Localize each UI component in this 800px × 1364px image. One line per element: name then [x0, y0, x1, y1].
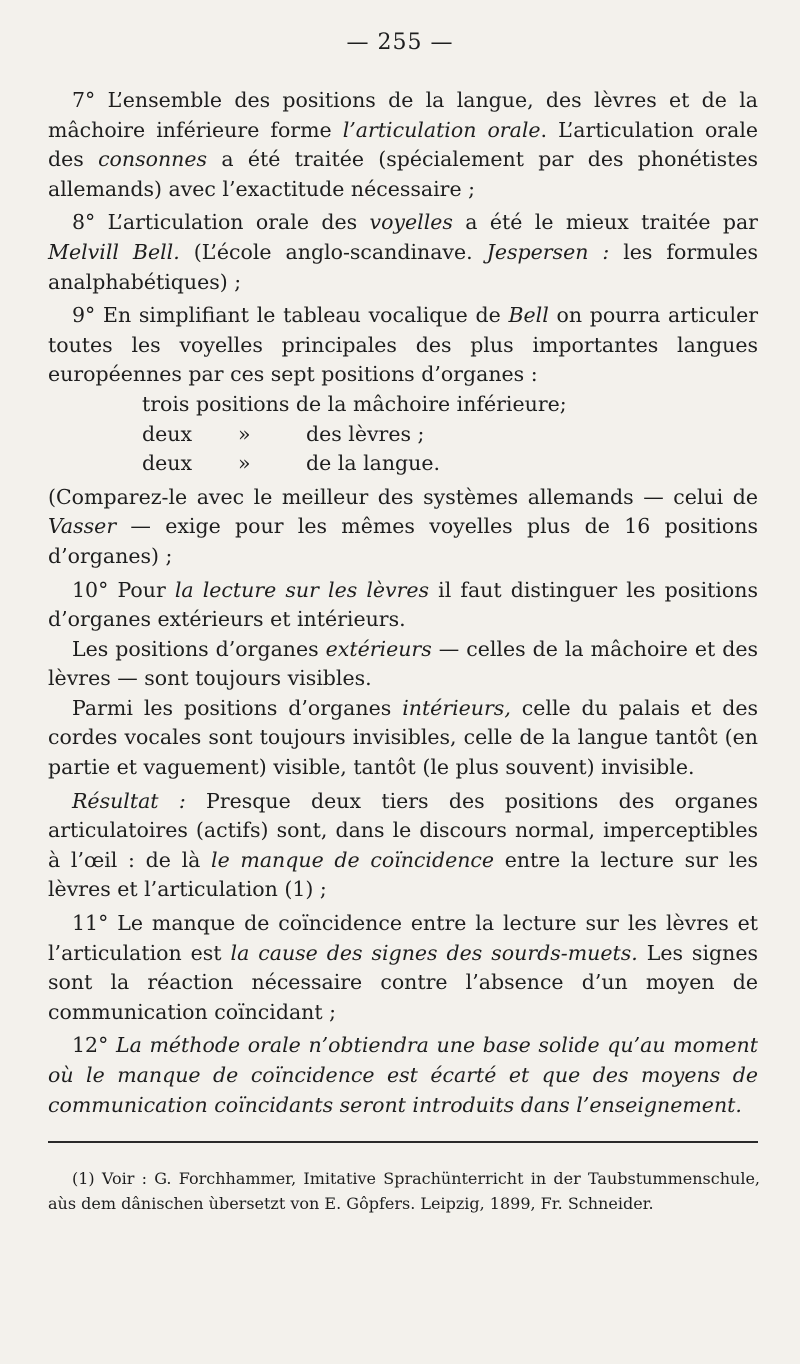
- footnote-divider: [48, 1141, 758, 1143]
- paragraph-10-exterior: Les positions d’organes extérieurs — celles de la mâchoire et des lèvres — sont toujours visibles.: [48, 636, 758, 691]
- organ-positions-list: [142, 390, 758, 479]
- paragraph-7: 7° L’ensemble des positions de la langue, des lèvres et de la mâchoire inférieure forme l’articulation orale. L’articulation orale des consonnes a été traitée (spécialement par des phonétistes allemands) avec l’exactitude nécessaire ;: [48, 88, 759, 201]
- paragraph-10: 10° Pour la lecture sur les lèvres il faut distinguer les positions d’organes extérieurs et intérieurs.: [48, 577, 758, 632]
- page-body: [48, 86, 758, 1120]
- paragraph-comparison: (Comparez-le avec le meilleur des systèmes allemands — celui de Vasser — exige pour les mêmes voyelles plus de 16 positions d’organes) ;: [48, 484, 758, 568]
- paragraph-10-interior: Parmi les positions d’organes intérieurs, celle du palais et des cordes vocales sont toujours invisibles, celle de la langue tantôt (en partie et vaguement) visible, tantôt (le plus souvent) invisible.: [48, 695, 758, 780]
- paragraph-9: 9° En simplifiant le tableau vocalique de Bell on pourra articuler toutes les voyelles principales des plus importantes langues européennes par ces sept positions d’organes :: [48, 303, 759, 387]
- paragraph-8: 8° L’articulation orale des voyelles a été le mieux traitée par Melvill Bell. (L’école anglo-scandinave. Jespersen : les formules analphabétiques) ;: [48, 210, 758, 294]
- list-item: deux » de la langue.: [142, 451, 441, 476]
- footnote: (1) Voir : G. Forchhammer, Imitative Sprachünterricht in der Taubstummenschule, aùs dem dânischen ùbersetzt von E. Gôpfers. Leipzig, 1899, Fr. Schneider.: [48, 1169, 760, 1213]
- paragraph-result: Résultat : Presque deux tiers des positions des organes articulatoires (actifs) sont, dans le discours normal, imperceptibles à l’œil : de là le manque de coïncidence entre la lecture sur les lèvres et l’articulation (1) ;: [48, 788, 759, 902]
- paragraph-11: 11° Le manque de coïncidence entre la lecture sur les lèvres et l’articulation est la cause des signes des sourds-muets. Les signes sont la réaction nécessaire contre l’absence d’un moyen de communication coïncidant ;: [48, 911, 758, 1024]
- list-item: deux » des lèvres ;: [142, 421, 425, 446]
- paragraph-12: 12° La méthode orale n’obtiendra une base solide qu’au moment où le manque de coïncidence est écarté et que des moyens de communication coïncidants seront introduits dans l’enseignement.: [48, 1033, 758, 1117]
- list-item: trois positions de la mâchoire inférieure;: [142, 391, 567, 416]
- page-number: — 255 —: [346, 30, 454, 55]
